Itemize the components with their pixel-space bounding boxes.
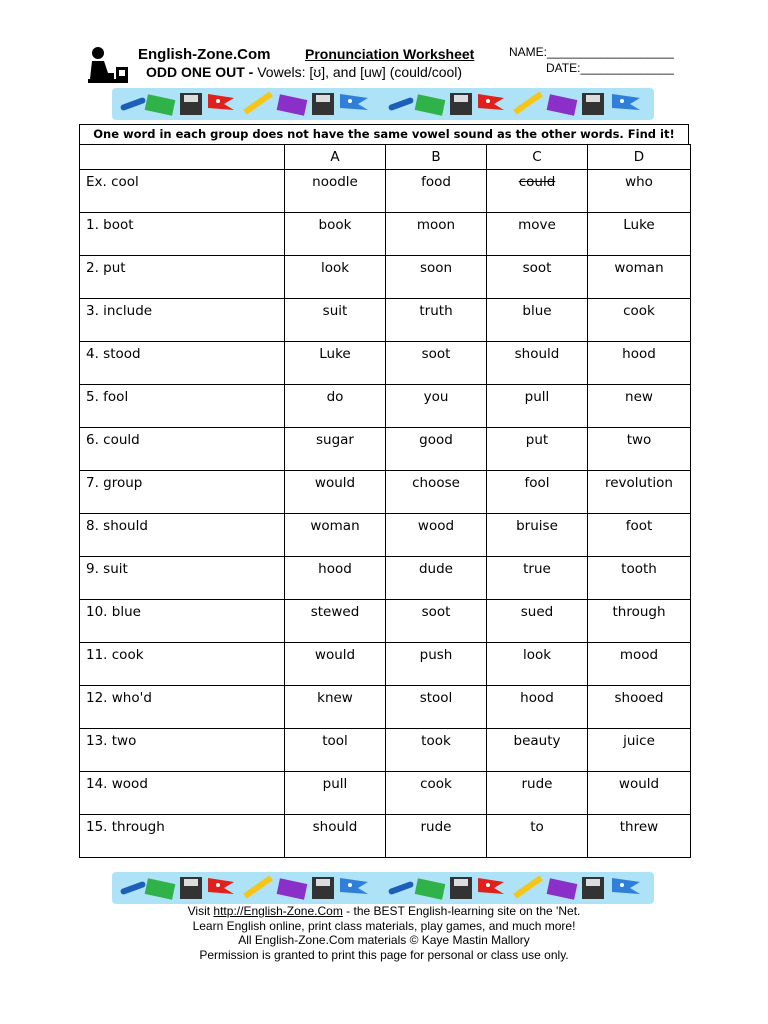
option-cell-d: hood [588,342,691,385]
table-row [80,170,691,213]
option-cell-b: truth [386,299,487,342]
option-cell-d: who [588,170,691,213]
option-cell-b: cook [386,772,487,815]
flag-icon [478,878,504,894]
target-word-cell: 9. suit [80,557,285,600]
flag-icon [208,878,234,894]
option-cell-a: noodle [285,170,386,213]
footer-line-2: Learn English online, print class materials, play games, and much more! [192,918,576,933]
option-cell-a: hood [285,557,386,600]
table-row [80,686,691,729]
option-cell-d: Luke [588,213,691,256]
option-cell-d: would [588,772,691,815]
column-header-a: A [285,145,386,170]
option-cell-d: cook [588,299,691,342]
option-cell-a: stewed [285,600,386,643]
table-row [80,600,691,643]
option-cell-b: rude [386,815,487,858]
worksheet-subtitle [146,64,462,80]
decorative-banner-bottom [112,872,654,904]
student-at-desk-logo [84,45,132,85]
option-cell-d: through [588,600,691,643]
floppy-disk-icon [180,877,202,899]
name-field-label: NAME:___________________ [509,45,674,59]
option-cell-b: soon [386,256,487,299]
book-icon [547,94,578,115]
option-cell-d: revolution [588,471,691,514]
target-word-cell: 2. put [80,256,285,299]
table-row [80,213,691,256]
decorative-banner-top [112,88,654,120]
option-cell-a: pull [285,772,386,815]
pen-icon [388,97,414,112]
pencil-icon [243,875,273,898]
footer-tagline: - the BEST English-learning site on the 'Net. [342,904,581,918]
option-cell-d: tooth [588,557,691,600]
footer [0,904,768,962]
target-word-cell: 6. could [80,428,285,471]
option-cell-c: beauty [487,729,588,772]
target-word-cell: 8. should [80,514,285,557]
option-cell-c: blue [487,299,588,342]
option-cell-b: choose [386,471,487,514]
target-word-cell: 14. wood [80,772,285,815]
footer-line-4: Permission is granted to print this page for personal or class use only. [199,947,569,962]
footer-line-3: All English-Zone.Com materials © Kaye Mastin Mallory [238,933,530,947]
option-cell-b: soot [386,342,487,385]
flag-icon [612,94,640,110]
option-cell-c: move [487,213,588,256]
option-cell-a: tool [285,729,386,772]
option-cell-c: hood [487,686,588,729]
date-field-label: DATE:______________ [546,61,674,75]
option-cell-c: true [487,557,588,600]
table-row [80,514,691,557]
option-cell-b: you [386,385,487,428]
book-icon [277,878,308,899]
option-cell-d: two [588,428,691,471]
option-cell-b: push [386,643,487,686]
column-header-d: D [588,145,691,170]
flag-icon [208,94,234,110]
option-cell-a: look [285,256,386,299]
option-cell-b: stool [386,686,487,729]
floppy-disk-icon [450,877,472,899]
option-cell-c: soot [487,256,588,299]
option-cell-b: good [386,428,487,471]
option-cell-a: should [285,815,386,858]
option-cell-d: woman [588,256,691,299]
pen-icon [388,881,414,896]
target-word-cell: 7. group [80,471,285,514]
subtitle-bold: ODD ONE OUT - [146,64,254,80]
floppy-disk-icon [582,93,604,115]
pen-icon [120,881,146,896]
table-row [80,815,691,858]
floppy-disk-icon [180,93,202,115]
pen-icon [120,97,146,112]
option-cell-c: to [487,815,588,858]
option-cell-a: book [285,213,386,256]
option-cell-a: sugar [285,428,386,471]
table-row [80,342,691,385]
floppy-disk-icon [450,93,472,115]
column-header-row [80,145,691,170]
table-row [80,772,691,815]
option-cell-d: foot [588,514,691,557]
table-row [80,471,691,514]
option-cell-c: rude [487,772,588,815]
book-icon [415,94,446,115]
floppy-disk-icon [312,93,334,115]
footer-visit-text: Visit [187,904,214,918]
target-word-cell: 13. two [80,729,285,772]
option-cell-c: sued [487,600,588,643]
option-cell-c: should [487,342,588,385]
option-cell-c: put [487,428,588,471]
target-word-cell: Ex. cool [80,170,285,213]
flag-icon [478,94,504,110]
option-cell-b: moon [386,213,487,256]
site-name: English-Zone.Com [138,46,271,63]
option-cell-c: bruise [487,514,588,557]
book-icon [277,94,308,115]
pencil-icon [243,91,273,114]
option-cell-b: dude [386,557,487,600]
table-row [80,256,691,299]
floppy-disk-icon [582,877,604,899]
target-word-cell: 5. fool [80,385,285,428]
odd-one-out-table [79,144,691,858]
flag-icon [612,878,640,894]
target-word-cell: 1. boot [80,213,285,256]
target-word-cell: 11. cook [80,643,285,686]
option-cell-a: Luke [285,342,386,385]
option-cell-a: would [285,643,386,686]
target-word-cell: 15. through [80,815,285,858]
option-cell-d: juice [588,729,691,772]
option-cell-c: could [487,170,588,213]
footer-line-1 [0,904,768,919]
option-cell-d: new [588,385,691,428]
option-cell-b: food [386,170,487,213]
worksheet-title: Pronunciation Worksheet [305,46,475,62]
option-cell-a: suit [285,299,386,342]
table-row [80,385,691,428]
floppy-disk-icon [312,877,334,899]
book-icon [415,878,446,899]
table-body [80,170,691,858]
book-icon [145,878,176,899]
option-cell-b: soot [386,600,487,643]
target-word-cell: 4. stood [80,342,285,385]
instructions: One word in each group does not have the same vowel sound as the other words. Find it! [79,124,689,144]
option-cell-a: do [285,385,386,428]
table-row [80,557,691,600]
table-row [80,299,691,342]
table-row [80,643,691,686]
option-cell-c: fool [487,471,588,514]
target-word-cell: 12. who'd [80,686,285,729]
target-word-cell: 10. blue [80,600,285,643]
book-icon [145,94,176,115]
target-word-cell: 3. include [80,299,285,342]
pencil-icon [513,91,543,114]
book-icon [547,878,578,899]
option-cell-c: look [487,643,588,686]
table-row [80,729,691,772]
option-cell-b: wood [386,514,487,557]
option-cell-a: knew [285,686,386,729]
flag-icon [340,878,368,894]
table-row [80,428,691,471]
column-header-b: B [386,145,487,170]
option-cell-d: mood [588,643,691,686]
option-cell-d: threw [588,815,691,858]
column-header-blank [80,145,285,170]
subtitle-rest: Vowels: [ʊ], and [uw] (could/cool) [253,64,463,80]
flag-icon [340,94,368,110]
option-cell-a: would [285,471,386,514]
option-cell-b: took [386,729,487,772]
option-cell-d: shooed [588,686,691,729]
option-cell-c: pull [487,385,588,428]
site-link[interactable]: http://English-Zone.Com [213,904,343,918]
column-header-c: C [487,145,588,170]
pencil-icon [513,875,543,898]
option-cell-a: woman [285,514,386,557]
